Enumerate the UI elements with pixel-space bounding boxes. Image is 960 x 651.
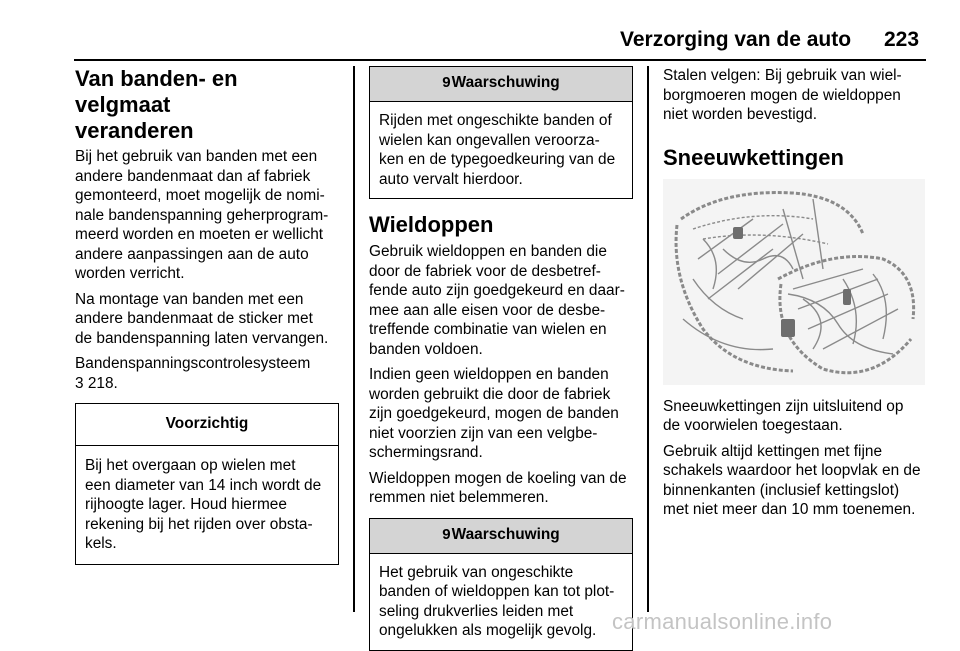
section-title-wheel-covers: Wieldoppen bbox=[369, 212, 494, 237]
paragraph-steel-rims: Stalen velgen: Bij gebruik van wiel- borgmoeren mogen de wieldoppen niet worden bevestigd. bbox=[663, 67, 902, 123]
paragraph-snow-chains-2: Gebruik altijd kettingen met fijne schakels waardoor het loopvlak en de binnenkanten (inclusief kettingslot) met niet meer dan 10 mm toenemen. bbox=[663, 442, 921, 518]
watermark: carmanualsonline.info bbox=[612, 609, 833, 634]
paragraph-snow-chains-1: Sneeuwkettingen zijn uitsluitend op de voorwielen toegestaan. bbox=[663, 397, 904, 434]
column-2 bbox=[369, 66, 633, 651]
warning-heading bbox=[370, 519, 632, 554]
caution-body: Bij het overgaan op wielen met een diameter van 14 inch wordt de rijhoogte lager. Houd hiermee rekening bij het rijden over obsta- kels. bbox=[85, 457, 322, 552]
column-divider-1 bbox=[353, 66, 355, 612]
warning-triangle-icon: 9 bbox=[442, 525, 451, 543]
paragraph-tire-size-2: Na montage van banden met een andere bandenmaat de sticker met de bandenspanning laten vervangen. bbox=[75, 290, 329, 347]
warning-heading-text: Waarschuwing bbox=[451, 74, 560, 91]
warning-heading bbox=[370, 67, 632, 102]
warning-heading-text: Waarschuwing bbox=[451, 525, 560, 543]
caution-box bbox=[75, 403, 339, 565]
column-divider-2 bbox=[647, 66, 649, 612]
caution-heading: Voorzichtig bbox=[76, 404, 338, 446]
page-number: 223 bbox=[884, 28, 920, 51]
warning-box-tires bbox=[369, 66, 633, 199]
header-rule bbox=[74, 59, 926, 61]
section-title-tire-size: Van banden- en velgmaat veranderen bbox=[75, 66, 238, 143]
warning-body-tires: Rijden met ongeschikte banden of wielen kan ongevallen veroorza- ken en de typegoedkeuring van de auto vervalt hierdoor. bbox=[379, 112, 616, 188]
snow-chains-illustration bbox=[663, 179, 925, 385]
warning-body-wheel-covers: Het gebruik van ongeschikte banden of wieldoppen kan tot plot- seling drukverlies leiden met ongelukken als mogelijk gevolg. bbox=[379, 563, 615, 639]
paragraph-wheel-covers-3: Wieldoppen mogen de koeling van de remmen niet belemmeren. bbox=[369, 469, 627, 506]
paragraph-tpms-reference: Bandenspanningscontrolesysteem 3 218. bbox=[75, 355, 311, 392]
paragraph-wheel-covers-1: Gebruik wieldoppen en banden die door de fabriek voor de desbetref- fende auto zijn goedgekeurd en daar- mee aan alle eisen voor de desbe- treffende combinatie van wielen en banden voldoen. bbox=[369, 243, 625, 358]
column-1 bbox=[75, 66, 339, 565]
warning-triangle-icon: 9 bbox=[442, 74, 451, 91]
warning-box-wheel-covers bbox=[369, 518, 633, 651]
paragraph-wheel-covers-2: Indien geen wieldoppen en banden worden gebruikt die door de fabriek zijn goedgekeurd, mogen de banden niet voorzien zijn van een velgbe- schermingsrand. bbox=[369, 366, 619, 461]
column-3 bbox=[663, 66, 927, 526]
running-header-title: Verzorging van de auto bbox=[620, 28, 852, 51]
section-title-snow-chains: Sneeuwkettingen bbox=[663, 144, 844, 170]
paragraph-tire-size-1: Bij het gebruik van banden met een andere bandenmaat dan af fabriek gemonteerd, moet mogelijk de nomi- nale bandenspanning geherprogram- meerd worden en moeten er wellicht andere aanpassingen aan de auto worden verricht. bbox=[75, 148, 329, 282]
